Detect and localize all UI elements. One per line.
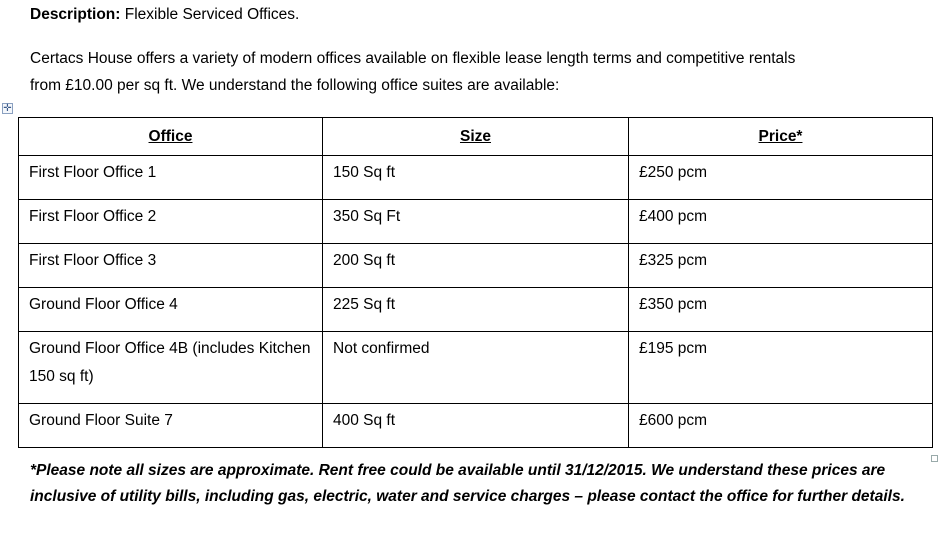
cell-office: First Floor Office 1 bbox=[19, 156, 323, 200]
description-line bbox=[30, 6, 299, 24]
cell-office: Ground Floor Suite 7 bbox=[19, 404, 323, 448]
header-office: Office bbox=[19, 118, 323, 156]
cell-size: 350 Sq Ft bbox=[323, 200, 629, 244]
cell-size: 150 Sq ft bbox=[323, 156, 629, 200]
table-header-row bbox=[19, 118, 933, 156]
cell-office: First Floor Office 3 bbox=[19, 244, 323, 288]
cell-office: Ground Floor Office 4 bbox=[19, 288, 323, 332]
table-row bbox=[19, 156, 933, 200]
table-row bbox=[19, 244, 933, 288]
table-row bbox=[19, 404, 933, 448]
cell-price: £195 pcm bbox=[629, 332, 933, 404]
header-price: Price* bbox=[629, 118, 933, 156]
cell-size: Not confirmed bbox=[323, 332, 629, 404]
table-row bbox=[19, 288, 933, 332]
intro-line-2: from £10.00 per sq ft. We understand the following office suites are available: bbox=[30, 77, 560, 94]
header-size: Size bbox=[323, 118, 629, 156]
intro-line-1: Certacs House offers a variety of modern offices available on flexible lease length terms and competitive rentals bbox=[30, 50, 796, 67]
cell-office: Ground Floor Office 4B (includes Kitchen 150 sq ft) bbox=[19, 332, 323, 404]
cell-price: £250 pcm bbox=[629, 156, 933, 200]
cell-size: 200 Sq ft bbox=[323, 244, 629, 288]
office-table bbox=[18, 117, 933, 448]
table-row bbox=[19, 332, 933, 404]
cell-price: £600 pcm bbox=[629, 404, 933, 448]
table-row bbox=[19, 200, 933, 244]
cell-size: 225 Sq ft bbox=[323, 288, 629, 332]
cell-price: £350 pcm bbox=[629, 288, 933, 332]
pricing-note: *Please note all sizes are approximate. Rent free could be available until 31/12/2015. We understand these prices are inclusive of utility bills, including gas, electric, water and service charges – please contact the office for further details. bbox=[30, 462, 905, 505]
cell-office: First Floor Office 2 bbox=[19, 200, 323, 244]
cell-size: 400 Sq ft bbox=[323, 404, 629, 448]
table-move-icon[interactable]: ✛ bbox=[3, 103, 12, 114]
cell-price: £325 pcm bbox=[629, 244, 933, 288]
description-label: Description: bbox=[30, 6, 121, 23]
cell-price: £400 pcm bbox=[629, 200, 933, 244]
description-text: Flexible Serviced Offices. bbox=[124, 6, 300, 23]
